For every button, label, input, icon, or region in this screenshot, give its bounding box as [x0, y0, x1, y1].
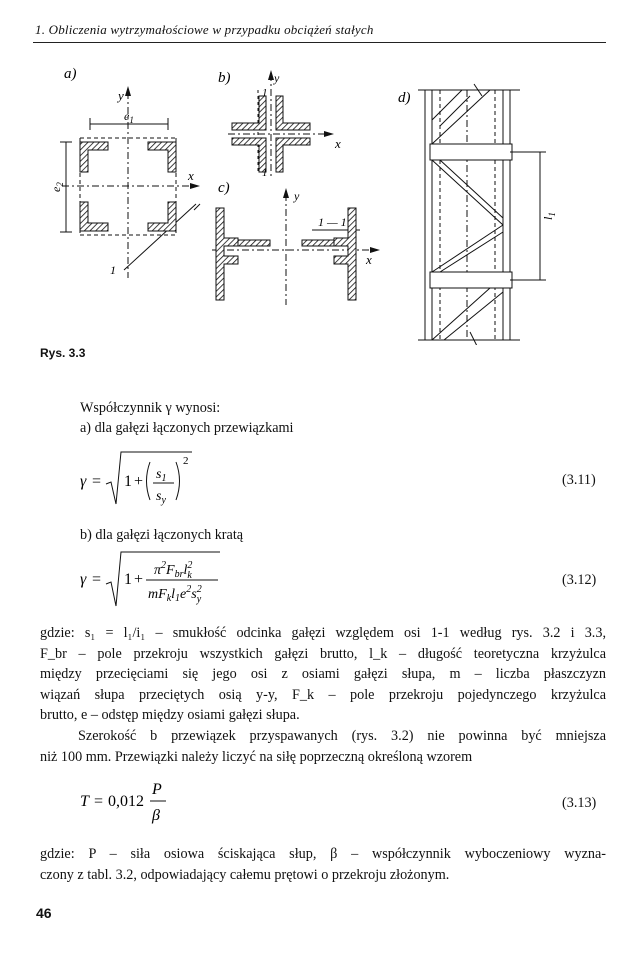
- eq2-gamma: γ: [80, 571, 87, 588]
- eq3-denominator: β: [152, 807, 160, 824]
- panel-label-c: c): [218, 180, 230, 196]
- axis-label-x-a: x: [188, 168, 194, 183]
- section-label-1-1-c: 1 — 1: [318, 215, 347, 229]
- eq1-plus: +: [134, 473, 144, 490]
- definitions-line-5: brutto, e – odstęp między osiami gałęzi słupa.: [40, 707, 300, 723]
- dim-label-l1: $l_1$: [541, 212, 557, 220]
- equation-3-12: [80, 548, 250, 612]
- paragraph-3: [40, 844, 606, 885]
- intro-text: Współczynnik γ wynosi:: [80, 400, 221, 416]
- eq3-T: T: [80, 793, 89, 810]
- axis-label-y-b: y: [274, 71, 280, 85]
- figure-caption: Rys. 3.3: [40, 346, 86, 360]
- dim-label-e2: $e_2$: [49, 182, 65, 192]
- paragraph-3-line-2: czony z tabl. 3.2, odpowiadający całemu prętowi o przekroju złożonym.: [40, 866, 450, 883]
- running-header: 1. Obliczenia wytrzymałościowe w przypadku obciążeń stałych: [35, 22, 374, 37]
- paragraph-2-line-2: niż 100 mm. Przewiązki należy liczyć na siłę poprzeczną określoną wzorem: [40, 748, 473, 765]
- definitions-line-3: między przecięciami się jego osi z osiami gałęzi słupa, m – liczba płaszczyzn: [40, 666, 606, 682]
- eq-number-3-12: (3.12): [562, 572, 597, 588]
- panel-d-drawing: [418, 84, 546, 345]
- eq-number-3-13: (3.13): [562, 795, 597, 811]
- eq1-paren-left: [147, 462, 151, 500]
- equation-3-13: [80, 778, 220, 834]
- eq3-equals: =: [94, 793, 104, 810]
- definitions-line-1: gdzie: s₁ = l₁/i₁ – smukłość odcinka gałęzi względem osi 1-1 według rys. 3.2 i 3.3,: [40, 625, 606, 641]
- eq1-equals: =: [92, 473, 102, 490]
- section-label-1-b-top: 1: [262, 87, 268, 99]
- eq2-one: 1: [124, 571, 132, 588]
- eq2-equals: =: [92, 571, 102, 588]
- eq2-numerator: $\pi^2F_{br}l^2$ k: [154, 560, 193, 581]
- eq1-square: 2: [183, 455, 189, 467]
- paragraph-3-line-1: gdzie: P – siła osiowa ściskająca słup, β – współczynnik wyboczeniowy wyzna-: [40, 846, 606, 862]
- paragraph-2-line-1: Szerokość b przewiązek przyspawanych (rys. 3.2) nie powinna być mniejsza: [78, 728, 606, 744]
- panel-label-b: b): [218, 70, 231, 86]
- section-label-1-b-bottom: 1: [262, 167, 268, 179]
- eq2-denominator: $mF_kl_1e^2s^2$ y: [148, 584, 202, 605]
- eq1-denominator: $s_y$: [156, 489, 166, 506]
- panel-label-a: a): [64, 66, 77, 82]
- page-number: 46: [36, 905, 52, 921]
- section-label-1-a: 1: [110, 263, 116, 277]
- eq-number-3-11: (3.11): [562, 472, 596, 488]
- equation-3-11: [80, 448, 240, 510]
- axis-label-y-a: y: [118, 88, 124, 103]
- definitions-line-2: F_br – pole przekroju wszystkich gałęzi brutto, l_k – długość teoretyczna krzyżulca: [40, 645, 606, 662]
- eq3-coef: 0,012: [108, 793, 144, 810]
- header-rule: [33, 42, 606, 43]
- axis-label-x-c: x: [366, 252, 372, 267]
- axis-label-y-c: y: [294, 189, 300, 203]
- eq3-numerator: P: [152, 781, 162, 798]
- figure-rys-3-3: [0, 60, 637, 345]
- axis-label-x-b: x: [335, 136, 341, 151]
- case-a-text: a) dla gałęzi łączonych przewiązkami: [80, 420, 294, 436]
- dim-label-e1: $e_1$: [124, 109, 134, 125]
- eq1-gamma: γ: [80, 473, 87, 490]
- eq1-paren-right: [176, 462, 180, 500]
- paragraph-2: [40, 726, 606, 767]
- eq1-one: 1: [124, 473, 132, 490]
- definitions-paragraph: [40, 623, 606, 726]
- definitions-line-4: wiązań słupa przeciętych osią y-y, F_k – pole przekroju pojedynczego krzyżulca: [40, 686, 606, 703]
- eq2-plus: +: [134, 571, 144, 588]
- case-b-text: b) dla gałęzi łączonych kratą: [80, 527, 244, 543]
- eq1-numerator: $s_1$: [156, 467, 167, 484]
- panel-label-d: d): [398, 90, 411, 106]
